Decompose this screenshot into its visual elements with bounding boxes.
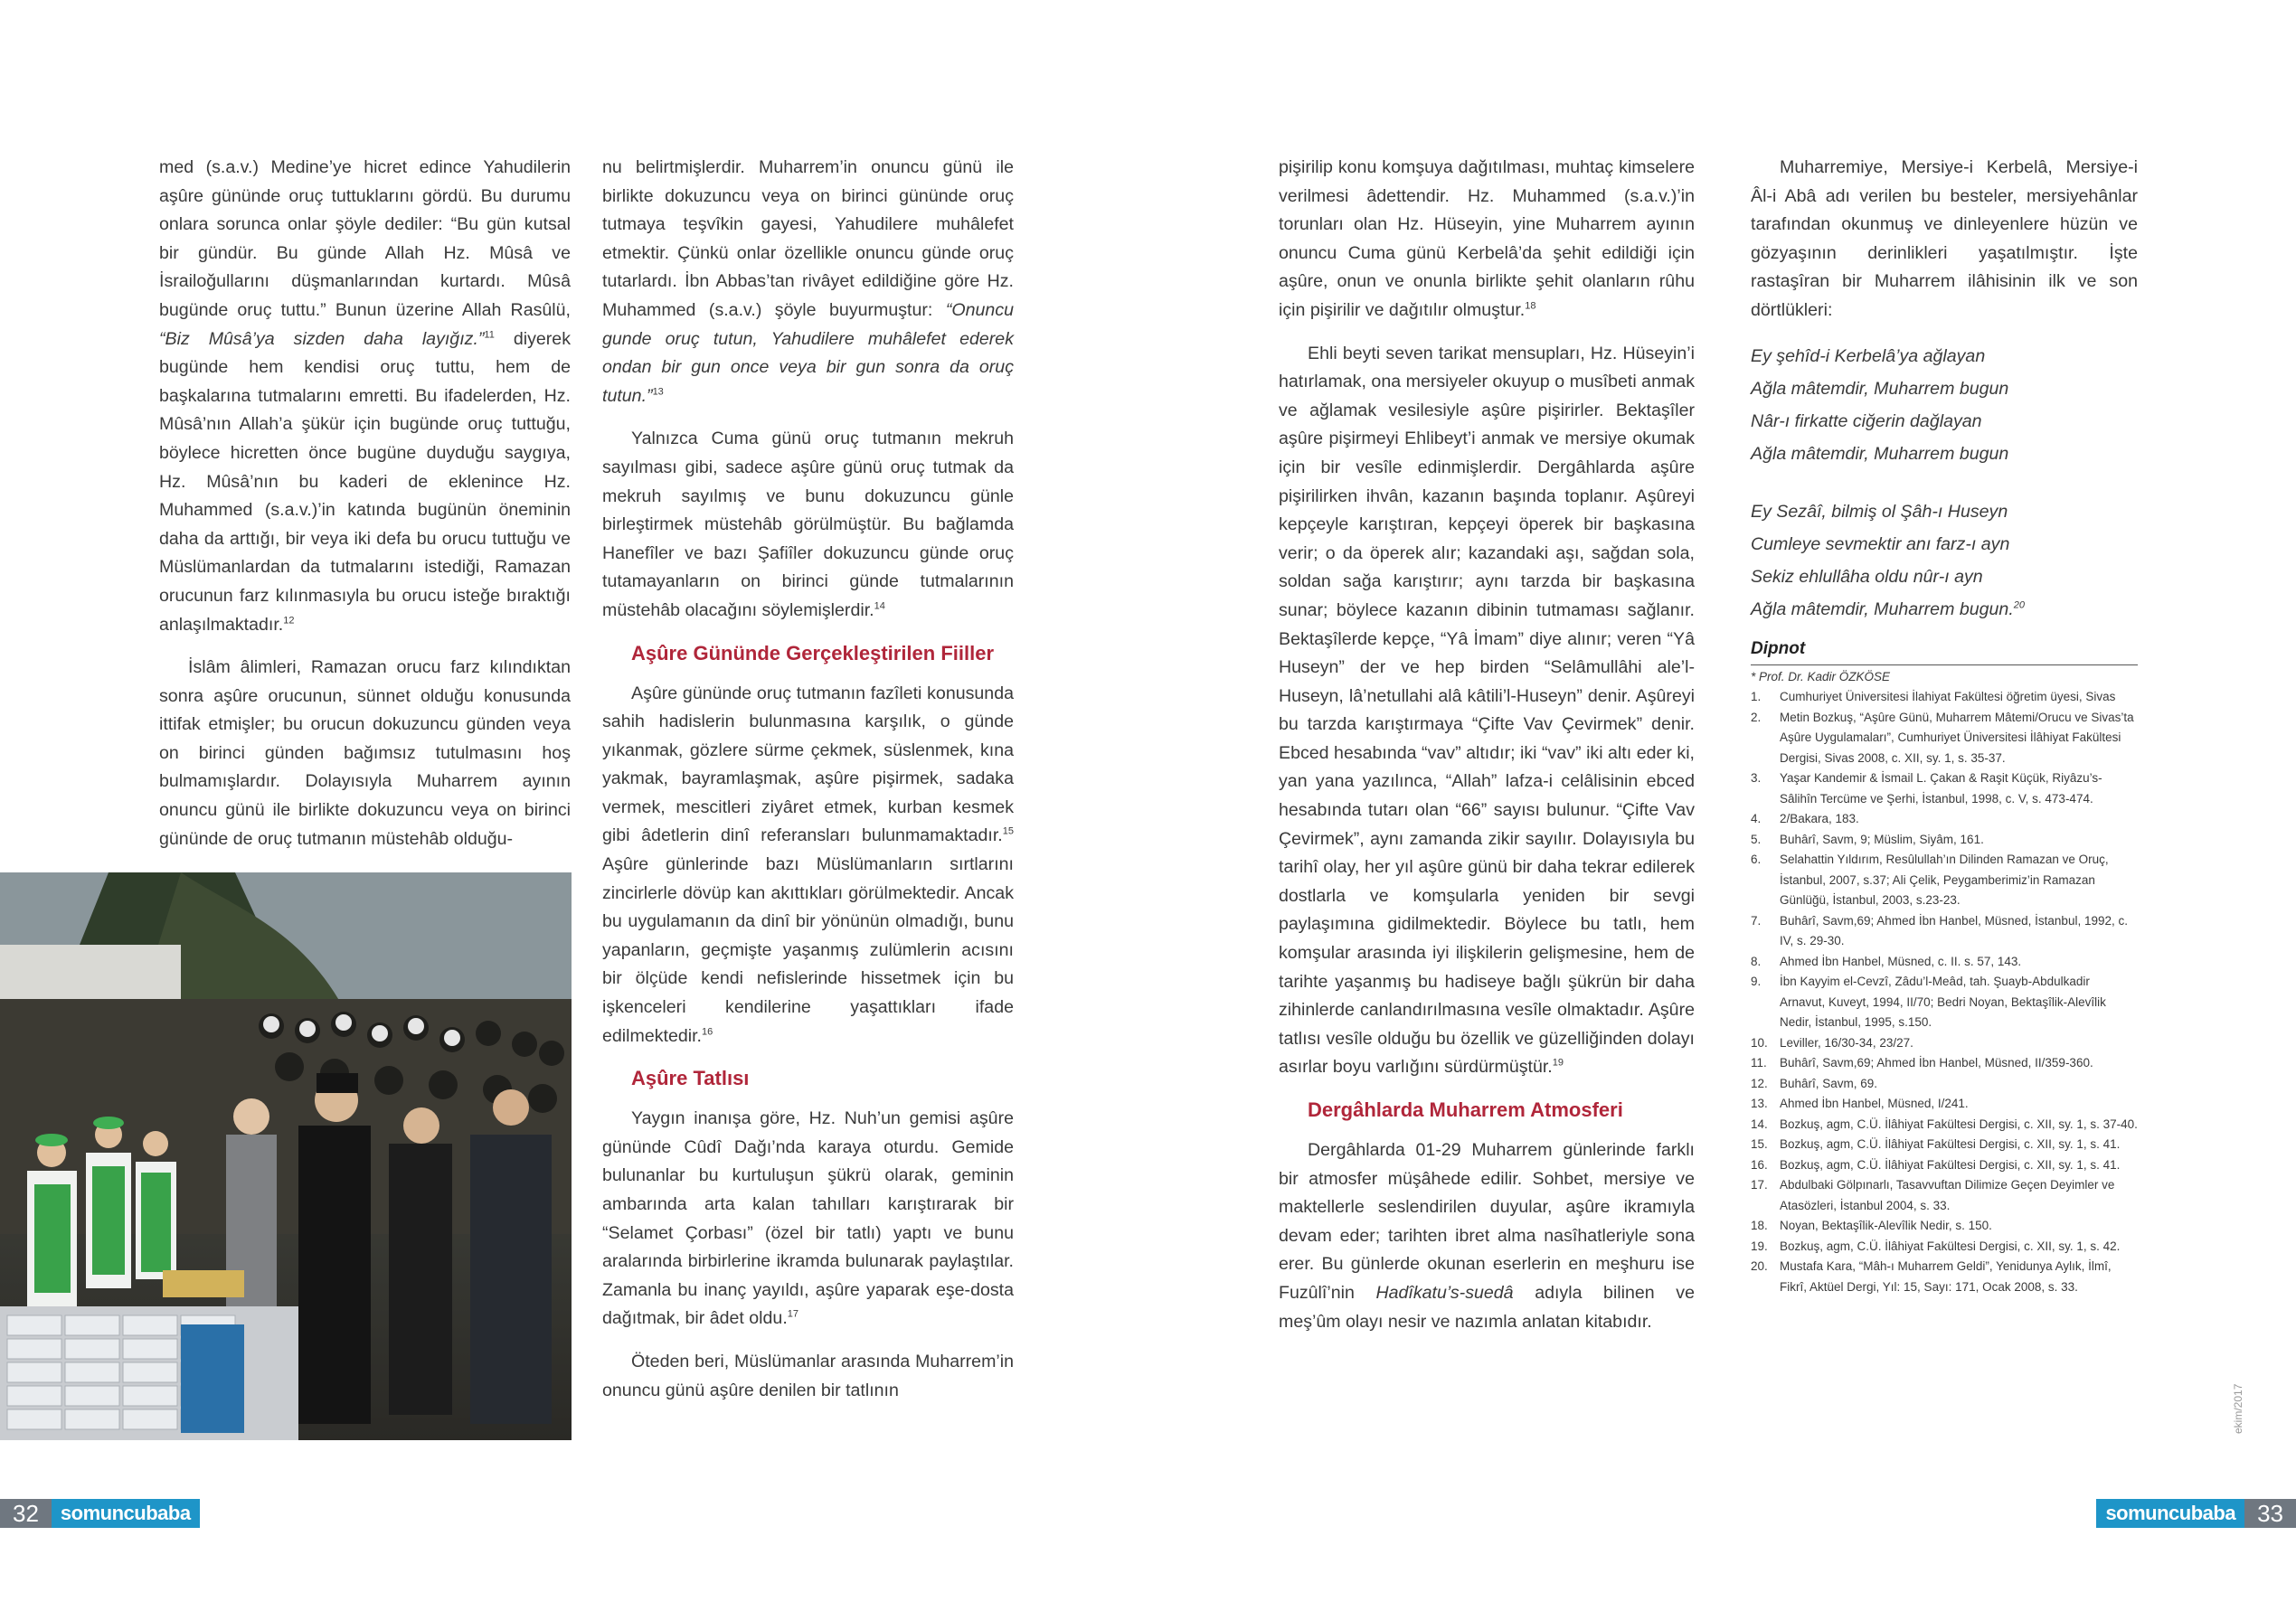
footnote-number: 2. bbox=[1751, 710, 1762, 724]
footnote-item bbox=[1751, 1216, 2138, 1237]
paragraph: Öteden beri, Müslümanlar arasında Muharrem’in onuncu günü aşûre denilen bir tatlının bbox=[602, 1351, 1014, 1400]
footnote-text: İbn Kayyim el-Cevzî, Zâdu’l-Meâd, tah. Şuayb-Abdulkadir Arnavut, Kuveyt, 1994, II/70; Bedri Noyan, Bektaşîlik-Alevîlik Nedir, İstanbul, 1995, s.150. bbox=[1780, 975, 2106, 1030]
poem-line: Ey şehîd-i Kerbelâ’ya ağlayan bbox=[1751, 345, 1986, 366]
footnote-text: Buhârî, Savm,69; Ahmed İbn Hanbel, Müsned, II/359-360. bbox=[1780, 1056, 2093, 1070]
footnote-item bbox=[1751, 911, 2138, 952]
footnote-number: 7. bbox=[1751, 913, 1762, 928]
footnote-text: Bozkuş, agm, C.Ü. İlâhiyat Fakültesi Dergisi, c. XII, sy. 1, s. 37-40. bbox=[1780, 1117, 2138, 1131]
footnote-text: Leviller, 16/30-34, 23/27. bbox=[1780, 1035, 1913, 1050]
footnote-number: 12. bbox=[1751, 1076, 1768, 1090]
poem-line: Sekiz ehlullâha oldu nûr-ı ayn bbox=[1751, 566, 1983, 587]
page-number: 32 bbox=[0, 1499, 52, 1528]
brand-logo: somuncubaba bbox=[52, 1499, 200, 1528]
section-heading: Dergâhlarda Muharrem Atmosferi bbox=[1308, 1098, 1623, 1121]
footnote-number: 6. bbox=[1751, 853, 1762, 867]
footnote-item bbox=[1751, 1155, 2138, 1176]
section-heading: Aşûre Gününde Gerçekleştirilen Fiiller bbox=[631, 641, 995, 664]
footnote-text: Buhârî, Savm, 69. bbox=[1780, 1076, 1878, 1090]
paragraph: Ehli beyti seven tarikat mensupları, Hz. Hüseyin’i hatırlamak, ona mersiyeler okuyup o musîbeti anmak ve ağlamak vesilesiyle aşûre pişirirler. Bektaşîler aşûre pişirmeyi Ehlibeyt’i anmak ve mersiye okumak için bir vesîle edinmişlerdir. Dergâhlarda aşûre pişirilirken ihvân, kazanın başında toplanır. Aşûreyi kepçeyle karıştıran, kepçeyi öperek bir başkasına verir; o da öperek alır; kazandaki aşı, sağdan sola, soldan sağa karıştırır; aynı tarzda bir başkasına sunar; böylece kazanın dibinin tutmaması sağlanır. Bektaşîlerde kepçe, “Yâ İmam” diye alınır; veren “Yâ Huseyn” der ve hep birden “Selâmullâhi ale’l-Huseyn, lâ’netullahi alâ kâtili’l-Huseyn” denir. Aşûreyi bu tarzda karıştırmaya “Çifte Vav Çevirmek” denir. Ebced hesabında “vav” altıdır; iki “vav” iki altı eder ki, yan yana yazılınca, “Allah” lafza-i celâlisinin ebced hesabında tutarı olan “66” sayısı bulunur. “Çifte Vav Çevirmek”, aynı zamanda zikir sayılır. Dolayısıyla bu tarihî olay, her yıl aşûre günü bir daha tekrar edilerek dostlarla ve komşularla yeniden bir sevgi paylaşımına gidilmektedir. Böylece bu tatlı, hem komşular arasında iyi ilişkilerin gelişmesine, hem de tarihte yaşanmış bu hadiseye bağlı şükrün bir daha zihinlerde canlandırılmasına vesîle olmaktadır. Aşûre tatlısı vesîle olduğu bu özellik ve güzelliğinden dolayı asırlar boyu varlığını sürdürmüştür.$^{19}$ bbox=[1279, 343, 1695, 1078]
footer-left bbox=[0, 1499, 200, 1528]
footnote-number: 13. bbox=[1751, 1097, 1768, 1111]
paragraph: Yalnızca Cuma günü oruç tutmanın mekruh sayılması gibi, sadece aşûre günü oruç tutmak da mekruh sayılmış ve bunu dokuzuncu günle birleştirmek müstehâb görülmüştür. Bu bağlamda Hanefîler ve bazı Şafiîler dokuzuncu günde oruç tutamayanların on birinci günde tutmalarının müstehâb olacağını söylemişlerdir.$^{14}$ bbox=[602, 429, 1014, 620]
footnote-item bbox=[1751, 687, 2138, 708]
brand-logo: somuncubaba bbox=[2096, 1499, 2244, 1528]
footnote-number: 14. bbox=[1751, 1117, 1768, 1131]
footnote-item bbox=[1751, 1257, 2138, 1297]
footnote-item bbox=[1751, 1074, 2138, 1095]
footnote-number: 10. bbox=[1751, 1035, 1768, 1050]
photo-asure-distribution bbox=[0, 872, 572, 1440]
right-column-1 bbox=[1279, 154, 1695, 1351]
paragraph: nu belirtmişlerdir. Muharrem’in onuncu günü ile birlikte dokuzuncu veya on birinci gününde oruç tutmaya teşvîkin gayesi, Yahudilere muhâlefet etmektir. Çünkü onlar özellikle onuncu günde oruç tutarlardı. İbn Abbas’tan rivâyet edildiğine göre Hz. Muhammed (s.a.v.) şöyle buyurmuştur: “Onuncu gunde oruç tutun, Yahudilere muhâlefet ederek ondan bir gun once veya bir gun sonra da oruç tutun.”$^{13}$ bbox=[602, 157, 1015, 406]
poem-line: Cumleye sevmektir anı farz-ı ayn bbox=[1751, 533, 2010, 554]
footnote-number: 15. bbox=[1751, 1137, 1768, 1152]
footnote-text: Noyan, Bektaşîlik-Alevîlik Nedir, s. 150. bbox=[1780, 1219, 1992, 1233]
footnote-text: Ahmed İbn Hanbel, Müsned, I/241. bbox=[1780, 1097, 1969, 1111]
footnote-number: 1. bbox=[1751, 690, 1762, 704]
footnote-number: 5. bbox=[1751, 832, 1762, 846]
footnote-text: Yaşar Kandemir & İsmail L. Çakan & Raşit Küçük, Riyâzu’s-Sâlihîn Tercüme ve Şerhi, İstanbul, 1998, c. V, s. 473-474. bbox=[1780, 771, 2102, 806]
footnote-number: 11. bbox=[1751, 1056, 1767, 1070]
footnote-item bbox=[1751, 1237, 2138, 1258]
footnote-text: Bozkuş, agm, C.Ü. İlâhiyat Fakültesi Dergisi, c. XII, sy. 1, s. 42. bbox=[1780, 1239, 2121, 1253]
footnote-text: 2/Bakara, 183. bbox=[1780, 812, 1859, 826]
poem-line: Ağla mâtemdir, Muharrem bugun.$^{20}$ bbox=[1751, 598, 2026, 619]
page-number: 33 bbox=[2244, 1499, 2296, 1528]
footnote-item bbox=[1751, 809, 2138, 830]
footnote-number: 9. bbox=[1751, 975, 1762, 989]
poem-stanza bbox=[1751, 495, 2138, 626]
footnote-number: 16. bbox=[1751, 1157, 1768, 1172]
right-column-2 bbox=[1751, 154, 2138, 1297]
issue-date: ekim/2017 bbox=[2232, 1383, 2244, 1434]
poem bbox=[1751, 340, 2138, 626]
footnote-item bbox=[1751, 830, 2138, 851]
poem-line: Ey Sezâî, bilmiş ol Şâh-ı Huseyn bbox=[1751, 501, 2008, 522]
paragraph: Aşûre gününde oruç tutmanın fazîleti konusunda sahih hadislerin bulunmasına karşılık, o günde yıkanmak, gözlere sürme çekmek, süslenmek, kına yakmak, bayramlaşmak, aşûre pişirmek, sadaka vermek, mescitleri ziyâret etmek, kurban kesmek gibi âdetlerin dinî referansları bulunmamaktadır.$^{15}$ Aşûre günlerinde bazı Müslümanların sırtlarını zincirlerle dövüp kan akıttıkları görülmektedir. Ancak bu uygulamanın da dinî bir yönünün olmadığı, bunu yapanların, geçmişte yaşanmış zulümlerin acısını bir ölçüde kendi nefislerinde hissetmek için bu işkenceleri kendilerine yaşattıkları ifade edilmektedir.$^{16}$ bbox=[602, 683, 1014, 1046]
footnote-text: Mustafa Kara, “Mâh-ı Muharrem Geldi”, Yenidunya Aylık, İlmî, Fikrî, Aktüel Dergi, Yıl: 15, Sayı: 171, Ocak 2008, s. 33. bbox=[1780, 1259, 2112, 1294]
poem-line: Ağla mâtemdir, Muharrem bugun bbox=[1751, 443, 2009, 464]
paragraph: med (s.a.v.) Medine’ye hicret edince Yahudilerin aşûre gününde oruç tuttuklarını gördü. Bu durumu onlara sorunca onlar şöyle dediler: “Bu gün kutsal bir gündür. Bu günde Allah Hz. Mûsâ ve İsrailoğullarını düşmanlarından kurtardı. Mûsâ bugünde oruç tuttu.” Bunun üzerine Allah Rasûlü, “Biz Mûsâ’ya sizden daha layığız.”$^{11}$ diyerek bugünde hem kendisi oruç tuttu, hem de başkalarına tutmalarını emretti. Bu ifadelerden, Hz. Mûsâ’nın Allah’a şükür için bugünde oruç tuttuğu, böylece hicretten önce bugüne duyduğu saygıya, Hz. Mûsâ’nın bu kaderi de eklenince Hz. Muhammed (s.a.v.)’in katında bugünün öneminin daha da arttığı, bir veya iki defa bu orucu tuttuğu ve Müslümanlardan da tutmalarını istediği, Ramazan orucunun farz kılınmasıyla bu orucu isteğe bıraktığı anlaşılmaktadır.$^{12}$ bbox=[159, 157, 571, 635]
footnote-item bbox=[1751, 850, 2138, 911]
footnote-text: Cumhuriyet Üniversitesi İlahiyat Fakültesi öğretim üyesi, Sivas bbox=[1780, 690, 2116, 704]
footnote-text: Buhârî, Savm,69; Ahmed İbn Hanbel, Müsned, İstanbul, 1992, c. IV, s. 29-30. bbox=[1780, 913, 2128, 948]
footnotes-list bbox=[1751, 687, 2138, 1297]
footnote-item bbox=[1751, 1053, 2138, 1074]
footnote-text: Abdulbaki Gölpınarlı, Tasavvuftan Dilimize Geçen Deyimler ve Atasözleri, İstanbul 2004, s. 33. bbox=[1780, 1178, 2115, 1212]
poem-line: Nâr-ı firkatte ciğerin dağlayan bbox=[1751, 410, 1982, 431]
footnote-number: 8. bbox=[1751, 954, 1762, 968]
photo-illustration bbox=[0, 872, 572, 1440]
footnote-text: Ahmed İbn Hanbel, Müsned, c. II. s. 57, 143. bbox=[1780, 954, 2022, 968]
footnote-number: 18. bbox=[1751, 1219, 1768, 1233]
footnote-text: Bozkuş, agm, C.Ü. İlâhiyat Fakültesi Dergisi, c. XII, sy. 1, s. 41. bbox=[1780, 1157, 2121, 1172]
paragraph: İslâm âlimleri, Ramazan orucu farz kılındıktan sonra aşûre orucunun, sünnet olduğu konusunda ittifak etmişler; bu orucun dokuzuncu günden veya on birinci günden bağımsız tutulmasını hoş bulmamışlardır. Dolayısıyla Muharrem ayının onuncu günü ile birlikte dokuzuncu veya on birinci gününde de oruç tutmanın müstehâb olduğu- bbox=[159, 657, 571, 849]
footnote-item bbox=[1751, 708, 2138, 769]
footnote-item bbox=[1751, 1135, 2138, 1155]
footnotes-author: * Prof. Dr. Kadir ÖZKÖSE bbox=[1751, 670, 1891, 684]
left-column-2 bbox=[602, 154, 1014, 1419]
footnote-number: 3. bbox=[1751, 771, 1762, 786]
footnote-text: Selahattin Yıldırım, Resûlullah’ın Dilinden Ramazan ve Oruç, İstanbul, 2007, s.37; Ali Çelik, Peygamberimiz’in Ramazan Günlüğü, İstanbul, 2003, s.23-23. bbox=[1780, 853, 2109, 908]
footnote-number: 19. bbox=[1751, 1239, 1768, 1253]
paragraph: pişirilip konu komşuya dağıtılması, muhtaç kimselere verilmesi âdettendir. Hz. Muhammed (s.a.v.)’in torunları olan Hz. Hüseyin, yine Muharrem ayının onuncu Cuma günü Kerbelâ’da şehit edildiği için aşûre, onun ve onunla birlikte şehit olanların rûhu için pişirilir ve dağıtılır olmuştur.$^{18}$ bbox=[1279, 157, 1695, 320]
poem-stanza bbox=[1751, 340, 2138, 470]
footnote-item bbox=[1751, 1115, 2138, 1136]
footnote-item bbox=[1751, 1094, 2138, 1115]
footnote-number: 17. bbox=[1751, 1178, 1768, 1192]
footnotes-title: Dipnot bbox=[1751, 635, 2138, 666]
footnote-text: Metin Bozkuş, “Aşûre Günü, Muharrem Mâtemi/Orucu ve Sivas’ta Aşûre Uygulamaları”, Cumhuriyet Üniversitesi İlâhiyat Fakültesi Dergisi, Sivas 2008, c. XII, sy. 1, s. 35-37. bbox=[1780, 710, 2134, 765]
footnote-item bbox=[1751, 952, 2138, 973]
footnote-item bbox=[1751, 1175, 2138, 1216]
footnote-text: Buhârî, Savm, 9; Müslim, Siyâm, 161. bbox=[1780, 832, 1984, 846]
footnote-item bbox=[1751, 972, 2138, 1033]
footnote-item bbox=[1751, 768, 2138, 809]
footnote-number: 4. bbox=[1751, 812, 1762, 826]
footnote-item bbox=[1751, 1033, 2138, 1054]
footer-right bbox=[2096, 1499, 2296, 1528]
paragraph: Yaygın inanışa göre, Hz. Nuh’un gemisi aşûre gününde Cûdî Dağı’nda karaya oturdu. Gemide bulunanlar bu kurtuluşun şükrü olarak, geminin ambarında arta kalan tahılları karıştırarak bir “Selamet Çorbası” (özel bir tatlı) yaptı ve bunu aralarında birbirlerine ikramda bulunarak paylaştılar. Zamanla bu inanç yayıldı, aşûre yaparak eşe-dosta dağıtmak, bir âdet oldu.$^{17}$ bbox=[602, 1108, 1014, 1329]
left-column-1 bbox=[159, 154, 571, 868]
paragraph: Dergâhlarda 01-29 Muharrem günlerinde farklı bir atmosfer müşâhede edilir. Sohbet, mersiye ve maktellerle seslendirilen duyular, aşûre ikramıyla devam eder; tarihten ibret alma nasîhatleriyle sona erer. Bu günlerde okunan eserlerin en meşhuru ise Fuzûlî’nin Hadîkatu’s-suedâ adıyla bilinen ve meş’ûm olayı nesir ve nazımla anlatan kitabıdır. bbox=[1279, 1140, 1695, 1332]
paragraph: Muharremiye, Mersiye-i Kerbelâ, Mersiye-i Âl-i Abâ adı verilen bu besteler, mersiyehânlar tarafından okunmuş ve dinleyenlere hüzün ve gözyaşının derinlikleri yaşatılmıştır. İşte rastaşîran bir Muharrem ilâhisinin ilk ve son dörtlükleri: bbox=[1751, 157, 2138, 320]
section-heading: Aşûre Tatlısı bbox=[631, 1067, 750, 1090]
poem-line: Ağla mâtemdir, Muharrem bugun bbox=[1751, 378, 2009, 399]
footnote-text: Bozkuş, agm, C.Ü. İlâhiyat Fakültesi Dergisi, c. XII, sy. 1, s. 41. bbox=[1780, 1137, 2121, 1152]
footnote-number: 20. bbox=[1751, 1259, 1768, 1274]
